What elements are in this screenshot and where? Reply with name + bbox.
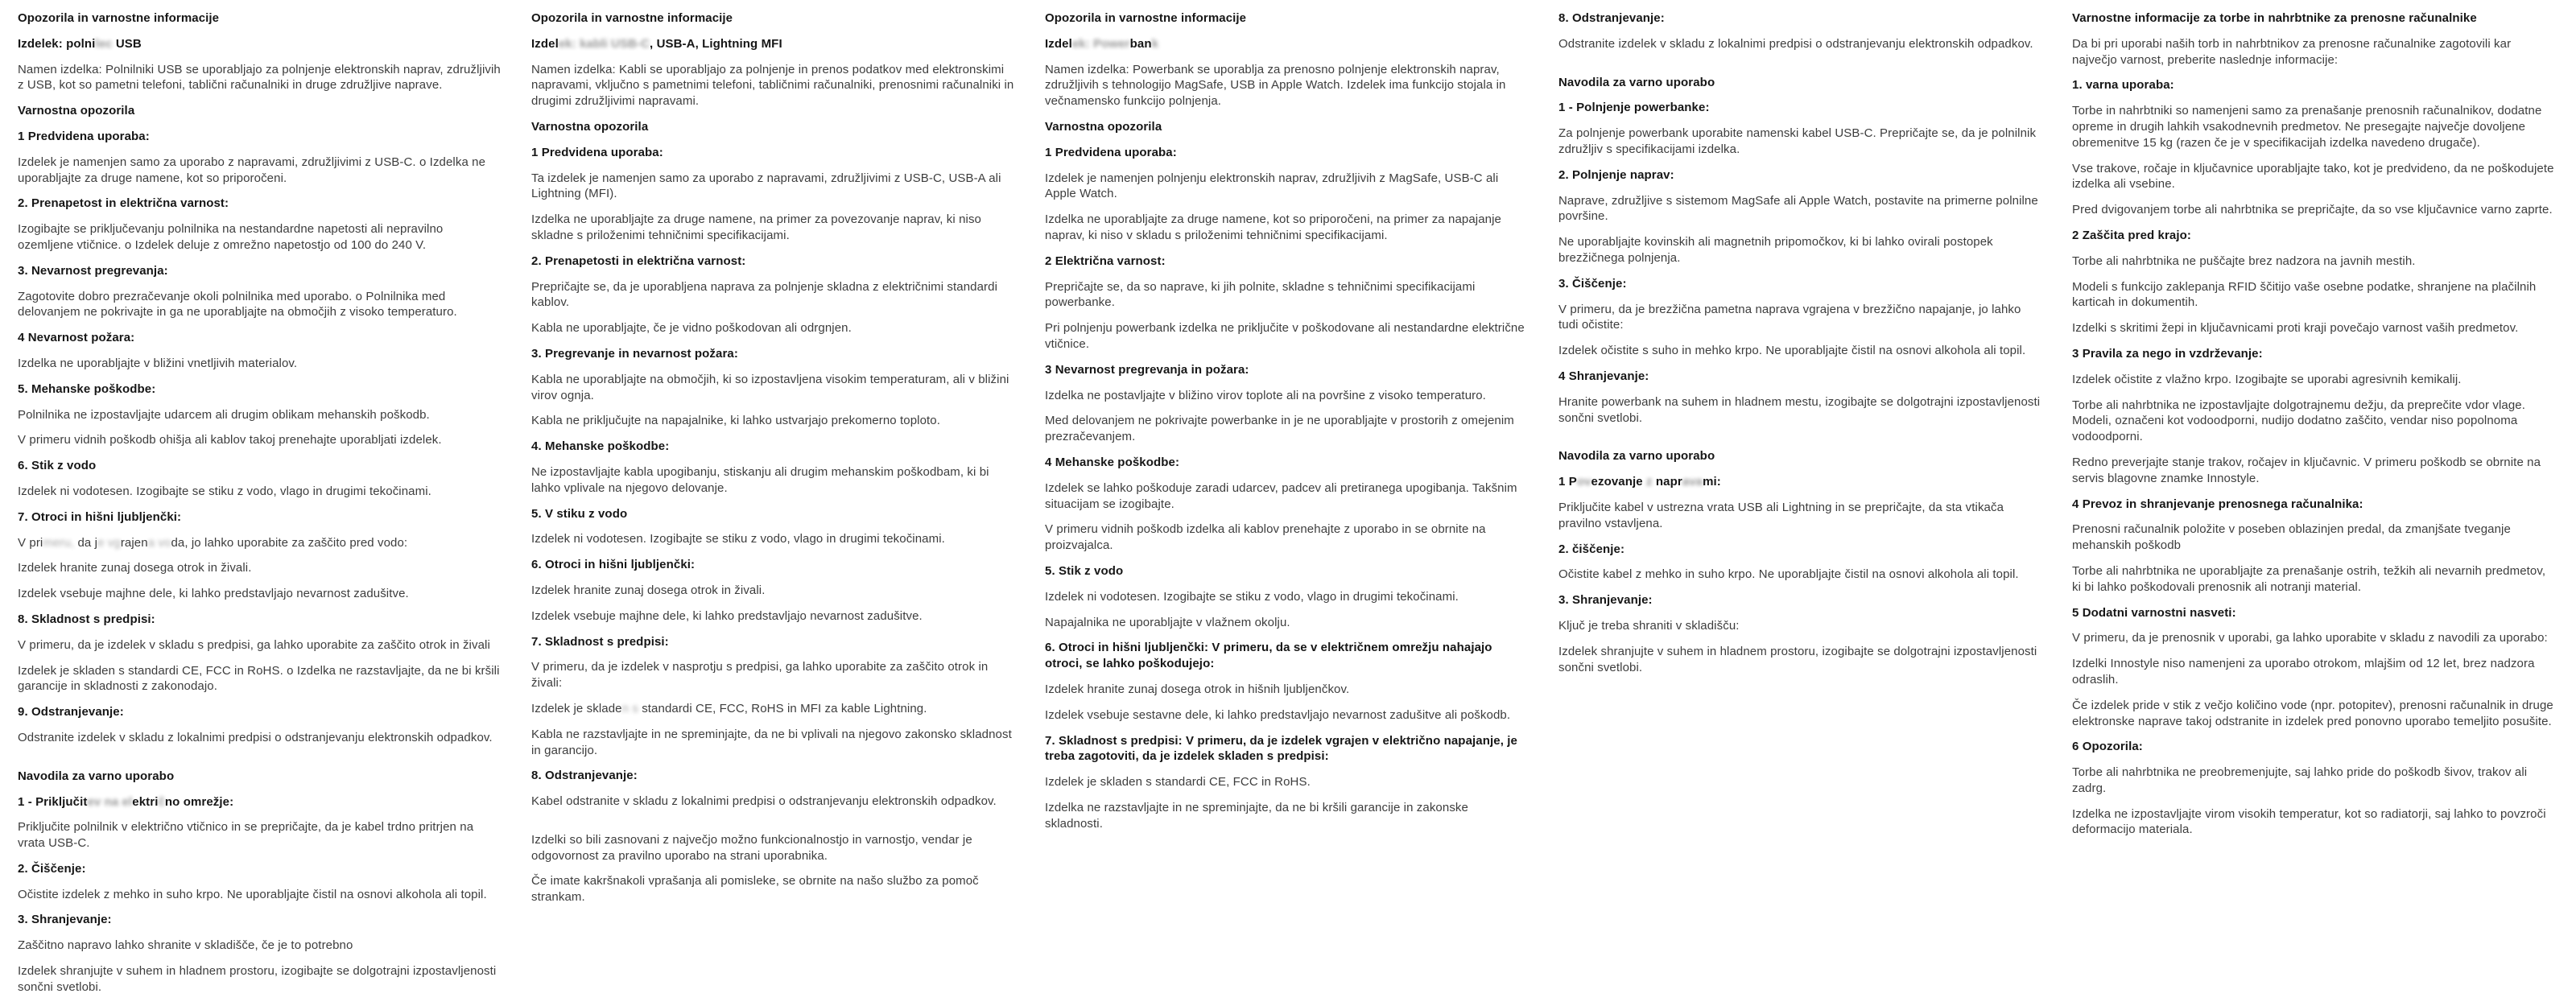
- smudged-text: ev na el: [87, 794, 133, 809]
- paragraph: Namen izdelka: Kabli se uporabljajo za polnjenje in prenos podatkov med elektronskimi napravami, vključno s pametnimi telefoni, tabličnimi računalniki, prenosnimi računalniki in drugimi združljivimi napravami.: [531, 62, 1014, 109]
- paragraph: Ključ je treba shraniti v skladišču:: [1558, 618, 1740, 633]
- section-heading: 3 Pravila za nego in vzdrževanje:: [2072, 346, 2263, 361]
- paragraph: Izdelek shranjujte v suhem in hladnem prostoru, izogibajte se dolgotrajni izpostavljenosti sončni svetlobi.: [18, 964, 497, 994]
- paragraph: Izdelek vsebuje majhne dele, ki lahko predstavljajo nevarnost zadušitve.: [18, 587, 409, 601]
- paragraph: Modeli s funkcijo zaklepanja RFID ščitijo vaše osebne podatke, shranjene na plačilnih karticah in dokumentih.: [2072, 279, 2537, 310]
- section-heading: 4 Mehanske poškodbe:: [1045, 455, 1180, 469]
- paragraph: Izdelki so bili zasnovani z največjo možno funkcionalnostjo in varnostjo, vendar je odgovornost za pravilno uporabo na strani uporabnika.: [531, 832, 972, 863]
- doc-title: Varnostne informacije za torbe in nahrbtnike za prenosne računalnike: [2072, 11, 2477, 25]
- section-heading: 1 Predvidena uporaba:: [531, 145, 663, 159]
- section-heading: 1 - Polnjenje powerbanke:: [1558, 101, 1710, 115]
- paragraph: Izogibajte se priključevanju polnilnika na nestandardne napetosti ali nepravilno ozemljene vtičnice. o Izdelek deluje z omrežno napetostjo od 100 do 240 V.: [18, 222, 444, 252]
- paragraph: Izdelek hranite zunaj dosega otrok in živali.: [531, 583, 766, 597]
- section-heading: 5. Stik z vodo: [1045, 563, 1124, 578]
- smudged-text: ek: Power: [1071, 36, 1130, 51]
- section-heading: 2. Prenapetosti in električna varnost:: [531, 254, 746, 268]
- text-segment: Izdelek: polni: [18, 36, 96, 51]
- paragraph: Naprave, združljive s sistemom MagSafe ali Apple Watch, postavite na primerne polnilne površine.: [1558, 193, 2038, 224]
- paragraph: Kabla ne uporabljajte na območjih, ki so izpostavljena visokim temperaturam, ali v bližini virov ognja.: [531, 372, 1009, 402]
- paragraph: Izdelek je namenjen polnjenju elektronskih naprav, združljivih z MagSafe, USB-C ali Apple Watch.: [1045, 171, 1499, 201]
- section-heading: 4 Prevoz in shranjevanje prenosnega računalnika:: [2072, 497, 2363, 511]
- paragraph: Izdelek ni vodotesen. Izogibajte se stiku z vodo, vlago in drugimi tekočinami.: [1045, 589, 1459, 604]
- paragraph: Izdelek se lahko poškoduje zaradi udarcev, padcev ali pretiranega upogibanja. Takšnim situacijam se izogibajte.: [1045, 480, 1517, 511]
- paragraph: Polnilnika ne izpostavljajte udarcem ali drugim oblikam mehanskih poškodb.: [18, 407, 430, 422]
- paragraph: Torbe ali nahrbtnika ne puščajte brez nadzora na javnih mestih.: [2072, 254, 2416, 268]
- smudged-text: e vg: [97, 535, 121, 550]
- section-heading: 3. Shranjevanje:: [18, 913, 112, 927]
- smudged-text: ov: [1576, 475, 1591, 489]
- paragraph: Izdelka ne uporabljajte za druge namene, na primer za povezovanje naprav, ki niso skladne s priloženimi tehničnimi specifikacijami.: [531, 212, 981, 242]
- section-heading: 9. Odstranjevanje:: [18, 705, 124, 719]
- paragraph: Izdelka ne uporabljajte v bližini vnetljivih materialov.: [18, 356, 298, 370]
- section-heading: 2. Prenapetost in električna varnost:: [18, 196, 229, 211]
- section-heading: 7. Skladnost s predpisi:: [531, 634, 669, 649]
- text-segment: ektri: [132, 794, 159, 809]
- section-heading: 2 Zaščita pred krajo:: [2072, 228, 2191, 242]
- text-column: [1045, 10, 1529, 1006]
- paragraph: Kabla ne razstavljajte in ne spreminjajte, da ne bi vplivali na njegovo zakonsko skladnost in garancijo.: [531, 727, 1012, 757]
- paragraph: Prepričajte se, da so naprave, ki jih polnite, skladne s tehničnimi specifikacijami powerbanke.: [1045, 279, 1476, 310]
- smudged-text: n s: [621, 701, 642, 715]
- paragraph: [531, 701, 1015, 717]
- paragraph: Zagotovite dobro prezračevanje okoli polnilnika med uporabo. o Polnilnika med delovanjem ne pokrivajte in ga ne uporabljajte na območjih z visoko temperaturo.: [18, 289, 457, 320]
- section-heading: Navodila za varno uporabo: [18, 769, 175, 783]
- section-heading: 3. Čiščenje:: [1558, 276, 1627, 291]
- text-column: [18, 10, 502, 1006]
- section-heading: 8. Odstranjevanje:: [1558, 11, 1665, 25]
- section-heading: Varnostna opozorila: [18, 104, 135, 118]
- section-heading: 2. Čiščenje:: [18, 861, 86, 876]
- paragraph: Namen izdelka: Polnilniki USB se uporabljajo za polnjenje elektronskih naprav, združljivih z USB, kot so pametni telefoni, tablični računalniki in druge združljive naprave.: [18, 62, 501, 93]
- paragraph: Izdelek je namenjen samo za uporabo z napravami, združljivimi z USB-C. o Izdelka ne uporabljajte za druge namene, kot so priporočeni.: [18, 155, 486, 185]
- paragraph: Torbe in nahrbtniki so namenjeni samo za prenašanje prenosnih računalnikov, dodatne opreme in drugih lahkih vsakodnevnih predmetov. Ne presegajte največje dovoljene obremenitve 15 kg (razen če je v specifikacijah izdelka navedeno drugače).: [2072, 104, 2542, 150]
- text-segment: Izdel: [1045, 36, 1072, 51]
- text-column: [1558, 10, 2042, 1006]
- section-heading: [18, 794, 502, 810]
- paragraph: Hranite powerbank na suhem in hladnem mestu, izogibajte se dolgotrajni izpostavljenosti sončni svetlobi.: [1558, 394, 2041, 425]
- paragraph: Pri polnjenju powerbank izdelka ne priključite v poškodovane ali nestandardne električne vtičnice.: [1045, 321, 1525, 351]
- paragraph: Izdelek ni vodotesen. Izogibajte se stiku z vodo, vlago in drugimi tekočinami.: [531, 532, 945, 546]
- paragraph: Ne izpostavljajte kabla upogibanju, stiskanju ali drugim mehanskim poškodbam, ki bi lahko vplivale na njegovo delovanje.: [531, 464, 989, 495]
- paragraph: Odstranite izdelek v skladu z lokalnimi predpisi o odstranjevanju elektronskih odpadkov.: [1558, 36, 2033, 51]
- paragraph: Torbe ali nahrbtnika ne uporabljajte za prenašanje ostrih, težkih ali nevarnih predmetov, ki bi lahko poškodovali prenosnik ali notranji material.: [2072, 563, 2546, 594]
- paragraph: Med delovanjem ne pokrivajte powerbanke in je ne uporabljajte v prostorih z omejenim prezračevanjem.: [1045, 414, 1514, 444]
- text-segment: da j: [77, 535, 98, 550]
- paragraph: Kabla ne uporabljajte, če je vidno poškodovan ali odrgnjen.: [531, 321, 852, 336]
- paragraph: Izdelek vsebuje majhne dele, ki lahko predstavljajo nevarnost zadušitve.: [531, 608, 923, 623]
- paragraph: Priključite polnilnik v električno vtičnico in se prepričajte, da je kabel trdno pritrjen na vrata USB-C.: [18, 820, 474, 851]
- section-heading: 5 Dodatni varnostni nasveti:: [2072, 605, 2236, 620]
- section-heading: Varnostna opozorila: [531, 119, 649, 134]
- text-column: [2072, 10, 2556, 1006]
- paragraph: Kabla ne priključujte na napajalnike, ki lahko ustvarjajo prekomerno toploto.: [531, 414, 940, 428]
- paragraph: Torbe ali nahrbtnika ne preobremenjujte, saj lahko pride do poškodb šivov, trakov ali zadrg.: [2072, 765, 2528, 795]
- doc-title: Opozorila in varnostne informacije: [1045, 11, 1247, 25]
- section-heading: 8. Odstranjevanje:: [531, 769, 638, 783]
- section-heading: [1045, 36, 1529, 52]
- paragraph: Da bi pri uporabi naših torb in nahrbtnikov za prenosne računalnike zagotovili kar največjo varnost, preberite naslednje informacije:: [2072, 36, 2512, 67]
- text-segment: ezovanje: [1591, 475, 1646, 489]
- paragraph: Izdelki Innostyle niso namenjeni za uporabo otrokom, mlajšim od 12 let, brez nadzora odraslih.: [2072, 657, 2535, 686]
- section-heading: 3. Shranjevanje:: [1558, 593, 1653, 608]
- smudged-text: lec: [95, 36, 113, 51]
- paragraph: V primeru, da je brezžična pametna naprava vgrajena v brezžično napajanje, jo lahko tudi očistite:: [1558, 302, 2021, 332]
- paragraph: Za polnjenje powerbank uporabite namenski kabel USB-C. Prepričajte se, da je polnilnik združljiv s specifikacijami izdelka.: [1558, 126, 2037, 156]
- paragraph: Odstranite izdelek v skladu z lokalnimi predpisi o odstranjevanju elektronskih odpadkov.: [18, 730, 493, 744]
- section-heading: 4 Shranjevanje:: [1558, 369, 1649, 383]
- paragraph: Napajalnika ne uporabljajte v vlažnem okolju.: [1045, 615, 1290, 629]
- section-heading: [531, 36, 1015, 52]
- paragraph: V primeru, da je izdelek v skladu s predpisi, ga lahko uporabite za zaščito otrok in živali: [18, 637, 490, 652]
- paragraph: Izdelka ne razstavljajte in ne spreminjajte, da ne bi kršili garancije in zakonske skladnosti.: [1045, 800, 1468, 831]
- paragraph: Izdelka ne uporabljajte za druge namene, kot so priporočeni, na primer za napajanje naprav, ki niso v skladu s priloženimi tehničnimi specifikacijami.: [1045, 212, 1501, 242]
- paragraph: Pred dvigovanjem torbe ali nahrbtnika se prepričajte, da so vse ključavnice varno zaprte.: [2072, 203, 2553, 217]
- text-segment: USB: [112, 36, 142, 51]
- section-heading: [18, 36, 502, 52]
- text-segment: , USB-A, Lightning MFI: [650, 36, 782, 51]
- paragraph: V primeru, da je prenosnik v uporabi, ga lahko uporabite v skladu z navodili za uporabo:: [2072, 631, 2548, 645]
- text-segment: ban: [1129, 36, 1152, 51]
- text-segment: Izdelek je sklade: [531, 701, 622, 715]
- section-heading: 1 Predvidena uporaba:: [18, 129, 150, 143]
- paragraph: Izdelek očistite z vlažno krpo. Izogibajte se uporabi agresivnih kemikalij.: [2072, 372, 2462, 386]
- section-heading: 6. Otroci in hišni ljubljenčki: V primeru, da se v električnem omrežju nahajajo otroci, se lahko poškodujejo:: [1045, 641, 1492, 671]
- paragraph: Prenosni računalnik položite v poseben oblazinjen predal, da zmanjšate tveganje mehanskih poškodb: [2072, 522, 2511, 553]
- text-segment: Izdel: [531, 36, 559, 51]
- section-heading: 6. Otroci in hišni ljubljenčki:: [531, 558, 696, 572]
- section-heading: 5. V stiku z vodo: [531, 506, 628, 521]
- smudged-text: č: [158, 794, 165, 809]
- section-heading: 6. Stik z vodo: [18, 459, 97, 473]
- section-heading: 6 Opozorila:: [2072, 740, 2143, 754]
- section-heading: 2. čiščenje:: [1558, 542, 1625, 556]
- paragraph: V primeru, da je izdelek v nasprotju s predpisi, ga lahko uporabite za zaščito otrok in živali:: [531, 660, 989, 691]
- smudged-text: meru,: [43, 535, 78, 550]
- text-segment: da, jo lahko uporabite za zaščito pred vodo:: [171, 535, 408, 550]
- section-heading: 4 Nevarnost požara:: [18, 331, 135, 345]
- text-segment: mi:: [1703, 475, 1721, 489]
- section-heading: 1. varna uporaba:: [2072, 78, 2174, 93]
- section-heading: Navodila za varno uporabo: [1558, 449, 1715, 464]
- paragraph: Izdelek je skladen s standardi CE, FCC in RoHS.: [1045, 775, 1311, 790]
- section-heading: 7. Skladnost s predpisi: V primeru, da je izdelek vgrajen v električno napajanje, je treba zagotoviti, da je izdelek skladen s predpisi:: [1045, 733, 1517, 764]
- text-column: [531, 10, 1015, 1006]
- section-heading: 2 Električna varnost:: [1045, 254, 1166, 268]
- text-segment: standardi CE, FCC, RoHS in MFI za kable Lightning.: [642, 701, 927, 715]
- paragraph: Izdelka ne izpostavljajte virom visokih temperatur, kot so radiatorji, saj lahko to povzroči deformacijo materiala.: [2072, 806, 2546, 837]
- text-segment: 1 P: [1558, 475, 1577, 489]
- doc-title: Opozorila in varnostne informacije: [531, 11, 733, 25]
- section-heading: 4. Mehanske poškodbe:: [531, 439, 670, 454]
- paragraph: Izdelek shranjujte v suhem in hladnem prostoru, izogibajte se dolgotrajni izpostavljenosti sončni svetlobi.: [1558, 644, 2037, 674]
- text-segment: V pri: [18, 535, 43, 550]
- smudged-text: a vo: [147, 535, 171, 550]
- paragraph: Vse trakove, ročaje in ključavnice uporabljajte tako, kot je predvideno, da ne poškodujete izdelka ali vsebine.: [2072, 161, 2554, 192]
- paragraph: Izdelki s skritimi žepi in ključavnicami proti kraji povečajo varnost vaših predmetov.: [2072, 321, 2519, 336]
- smudged-text: k: [1151, 36, 1159, 51]
- section-heading: 2. Polnjenje naprav:: [1558, 167, 1674, 182]
- text-segment: rajen: [120, 535, 148, 550]
- paragraph: Namen izdelka: Powerbank se uporablja za prenosno polnjenje elektronskih naprav, združljivih s tehnologijo MagSafe, USB in Apple Watch. Izdelek ima funkcijo stojala in večnamensko funkcijo polnjenja.: [1045, 62, 1506, 109]
- section-heading: 5. Mehanske poškodbe:: [18, 381, 156, 396]
- section-heading: 8. Skladnost s predpisi:: [18, 612, 155, 626]
- paragraph: Izdelek ni vodotesen. Izogibajte se stiku z vodo, vlago in drugimi tekočinami.: [18, 484, 431, 498]
- paragraph: Izdelek je skladen s standardi CE, FCC in RoHS. o Izdelka ne razstavljajte, da ne bi kršili garancije in skladnosti z zakonodajo.: [18, 663, 500, 694]
- paragraph: Izdelek hranite zunaj dosega otrok in živali.: [18, 561, 252, 575]
- paragraph: Priključite kabel v ustrezna vrata USB ali Lightning in se prepričajte, da sta vtikača pravilno vstavljena.: [1558, 500, 2004, 530]
- paragraph: Redno preverjajte stanje trakov, ročajev in ključavnic. V primeru poškodb se obrnite na servis blagovne znamke Innostyle.: [2072, 455, 2541, 485]
- section-heading: 3. Pregrevanje in nevarnost požara:: [531, 346, 738, 361]
- section-heading: Varnostna opozorila: [1045, 119, 1162, 134]
- doc-title: Opozorila in varnostne informacije: [18, 11, 220, 25]
- paragraph: Izdelek očistite s suho in mehko krpo. Ne uporabljajte čistil na osnovi alkohola ali topil.: [1558, 344, 2026, 358]
- section-heading: 3. Nevarnost pregrevanja:: [18, 263, 168, 278]
- text-segment: no omrežje:: [164, 794, 234, 809]
- section-heading: 3 Nevarnost pregrevanja in požara:: [1045, 362, 1249, 377]
- section-heading: 7. Otroci in hišni ljubljenčki:: [18, 509, 182, 524]
- paragraph: Izdelka ne postavljajte v bližino virov toplote ali na površine z visoko temperaturo.: [1045, 388, 1486, 402]
- paragraph: [18, 535, 502, 551]
- section-heading: [1558, 474, 2042, 490]
- smudged-text: z: [1645, 475, 1656, 489]
- paragraph: Če izdelek pride v stik z večjo količino vode (npr. potopitev), prenosni računalnik in druge elektronske naprave takoj odstranite in izdelek pred ponovno uporabo temeljito posušite.: [2072, 698, 2553, 728]
- paragraph: Izdelek hranite zunaj dosega otrok in hišnih ljubljenčkov.: [1045, 682, 1350, 696]
- paragraph: Ta izdelek je namenjen samo za uporabo z napravami, združljivimi z USB-C, USB-A ali Lightning (MFI).: [531, 171, 1001, 201]
- paragraph: Izdelek vsebuje sestavne dele, ki lahko predstavljajo nevarnost zadušitve ali poškodb.: [1045, 707, 1511, 722]
- paragraph: Očistite izdelek z mehko in suho krpo. Ne uporabljajte čistil na osnovi alkohola ali topil.: [18, 887, 487, 901]
- section-heading: 1 Predvidena uporaba:: [1045, 145, 1177, 159]
- paragraph: Očistite kabel z mehko in suho krpo. Ne uporabljajte čistil na osnovi alkohola ali topil.: [1558, 567, 2019, 582]
- paragraph: Prepričajte se, da je uporabljena naprava za polnjenje skladna z električnimi standardi kablov.: [531, 279, 998, 310]
- paragraph: Ne uporabljajte kovinskih ali magnetnih pripomočkov, ki bi lahko ovirali postopek brezžičnega polnjenja.: [1558, 235, 1993, 265]
- paragraph: Če imate kakršnakoli vprašanja ali pomisleke, se obrnite na našo službo za pomoč strankam.: [531, 874, 979, 905]
- paragraph: V primeru vidnih poškodb izdelka ali kablov prenehajte z uporabo in se obrnite na proizvajalca.: [1045, 522, 1486, 553]
- paragraph: V primeru vidnih poškodb ohišja ali kablov takoj prenehajte uporabljati izdelek.: [18, 433, 442, 447]
- text-segment: napr: [1655, 475, 1682, 489]
- paragraph: Kabel odstranite v skladu z lokalnimi predpisi o odstranjevanju elektronskih odpadkov.: [531, 794, 997, 809]
- smudged-text: ek: kabli USB-C: [558, 36, 650, 51]
- section-heading: Navodila za varno uporabo: [1558, 75, 1715, 89]
- smudged-text: ava: [1682, 475, 1703, 489]
- text-segment: 1 - Priključit: [18, 794, 88, 809]
- paragraph: Zaščitno napravo lahko shranite v skladišče, če je to potrebno: [18, 938, 353, 953]
- paragraph: Torbe ali nahrbtnika ne izpostavljajte dolgotrajnemu dežju, da preprečite vdor vlage. Modeli, označeni kot vodoodporni, nudijo dodatno zaščito, vendar niso popolnoma vodoodporni.: [2072, 398, 2525, 444]
